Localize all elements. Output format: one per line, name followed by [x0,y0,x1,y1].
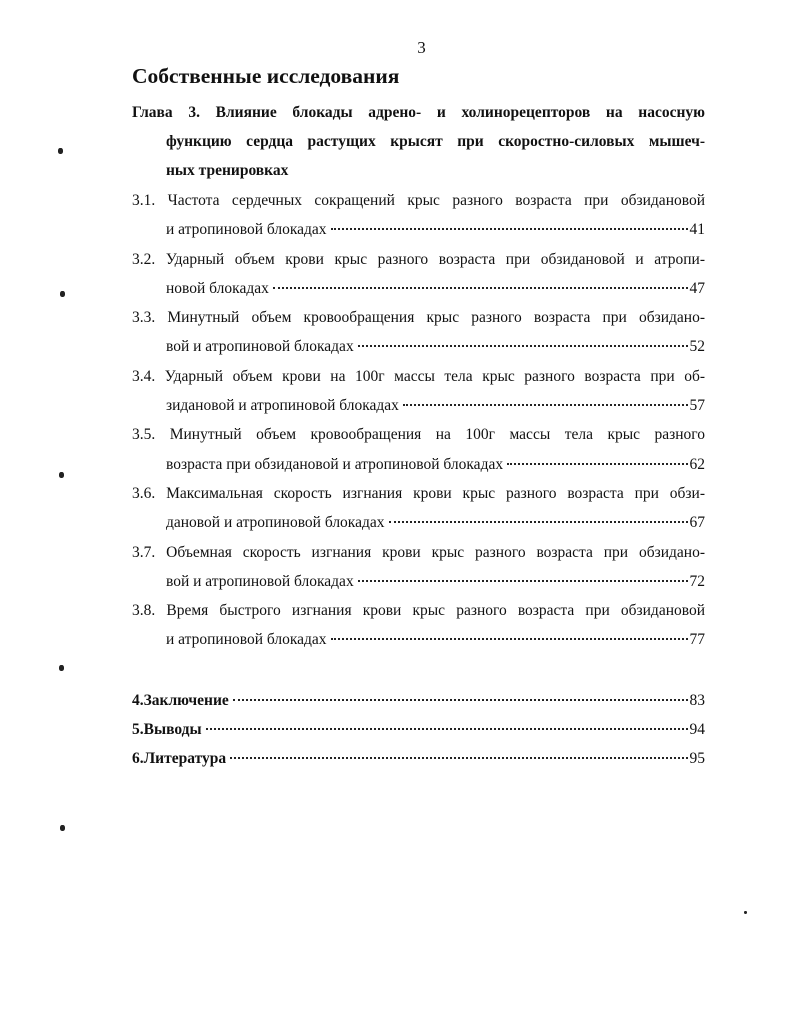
table-of-contents [132,186,705,655]
toc-entry-page: 47 [689,279,705,297]
toc-entry[interactable] [132,186,705,245]
dot-leader [403,404,688,406]
scan-mark [744,911,747,914]
toc-entry-line-2: вой и атропиновой блокадах [166,572,354,590]
toc-entry-page: 41 [689,221,705,239]
toc-section-page: 95 [689,750,705,767]
dot-leader [507,463,687,465]
toc-entry[interactable] [132,303,705,362]
toc-section[interactable] [132,686,705,715]
dot-leader [230,757,687,759]
toc-entry-line-2: дановой и атропиновой блокадах [166,514,385,532]
chapter-line-1: Глава 3. Влияние блокады адрено- и холинорецепторов на насосную [132,104,705,121]
toc-entry-line-1: 3.7. Объемная скорость изгнания крови крыс разного возраста при обзидано- [132,543,705,561]
toc-entry-page: 67 [689,514,705,532]
toc-section-page: 94 [689,721,705,738]
toc-entry-page: 62 [689,455,705,473]
toc-section-page: 83 [689,692,705,709]
toc-entry-line-2: и атропиновой блокадах [166,631,327,649]
toc-entry[interactable] [132,245,705,304]
toc-entry-page: 72 [689,572,705,590]
toc-entry[interactable] [132,596,705,655]
dot-leader [358,580,688,582]
toc-entry-line-1: 3.1. Частота сердечных сокращений крыс разного возраста при обзидановой [132,192,705,209]
dot-leader [233,699,688,701]
toc-entry[interactable] [132,420,705,479]
toc-entry-line-2: и атропиновой блокадах [166,221,327,239]
chapter-heading [132,98,705,185]
toc-section-label: 5.Выводы [132,721,202,738]
toc-section[interactable] [132,744,705,773]
toc-entry-line-2: зидановой и атропиновой блокадах [166,397,399,415]
toc-entry-line-1: 3.4. Ударный объем крови на 100г массы тела крыс разного возраста при об- [132,367,705,385]
toc-entry-page: 77 [689,631,705,649]
toc-entry-line-2: новой блокадах [166,279,269,297]
toc-entry[interactable] [132,479,705,538]
toc-entry-line-1: 3.6. Максимальная скорость изгнания крови крыс разного возраста при обзи- [132,484,705,502]
toc-entry-line-2: возраста при обзидановой и атропиновой блокадах [166,455,504,473]
toc-entry-line-1: 3.2. Ударный объем крови крыс разного возраста при обзидановой и атропи- [132,250,705,268]
scan-mark [58,148,63,154]
dot-leader [273,287,688,289]
toc-entry-page: 57 [689,397,705,415]
page-title: Собственные исследования [132,64,400,88]
dot-leader [331,638,688,640]
toc-sections [132,686,705,773]
page-number: 3 [417,38,426,57]
toc-section-label: 4.Заключение [132,692,229,709]
toc-entry[interactable] [132,538,705,597]
toc-entry[interactable] [132,362,705,421]
dot-leader [331,228,688,230]
toc-entry-line-2: вой и атропиновой блокадах [166,338,354,356]
scan-mark [60,291,65,297]
dot-leader [358,345,688,347]
toc-section[interactable] [132,715,705,744]
toc-entry-page: 52 [689,338,705,356]
dot-leader [206,728,688,730]
scan-mark [59,665,64,671]
dot-leader [389,521,688,523]
toc-entry-line-1: 3.3. Минутный объем кровообращения крыс разного возраста при обзидано- [132,309,705,327]
chapter-line-2: функцию сердца растущих крысят при скоростно-силовых мышеч- [166,133,705,150]
toc-section-label: 6.Литература [132,750,227,767]
scan-mark [60,825,65,831]
scan-mark [59,472,64,478]
chapter-line-3: ных тренировках [166,162,289,179]
toc-entry-line-1: 3.5. Минутный объем кровообращения на 100г массы тела крыс разного [132,426,705,444]
toc-entry-line-1: 3.8. Время быстрого изгнания крови крыс разного возраста при обзидановой [132,602,705,620]
